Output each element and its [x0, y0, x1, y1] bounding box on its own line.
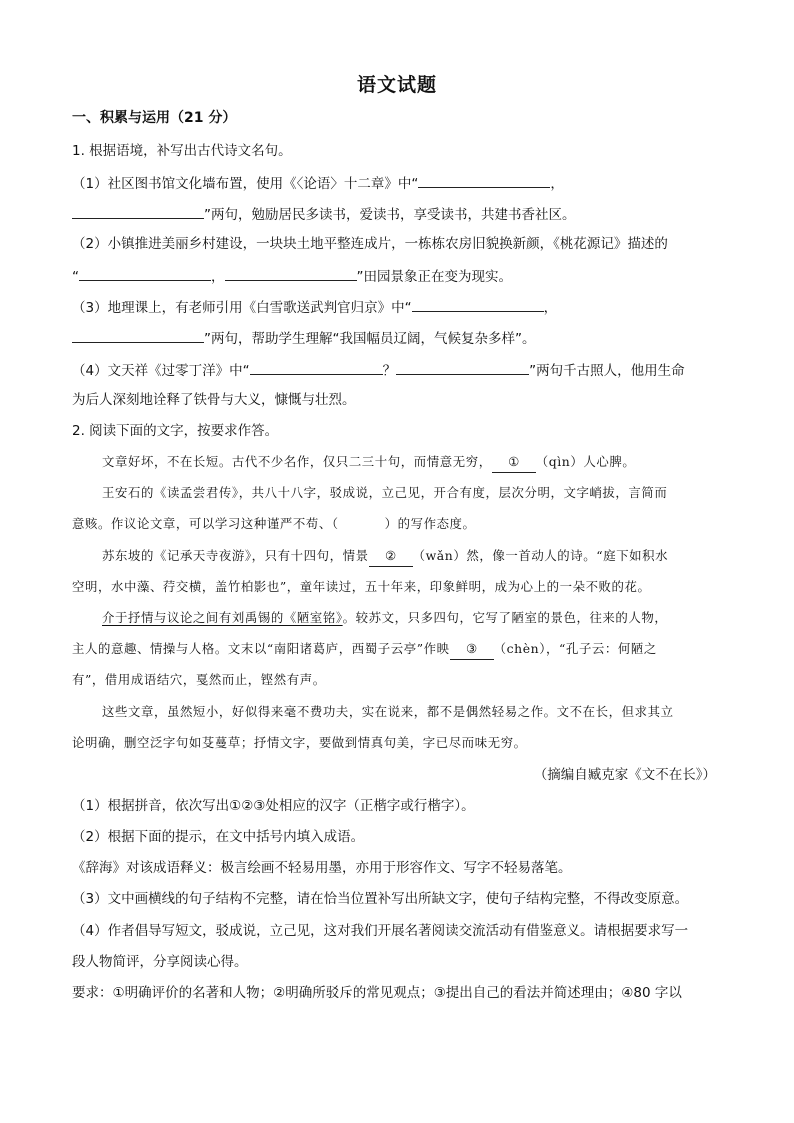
prompt-text: “ [72, 269, 79, 285]
prompt-text: （3）地理课上，有老师引用《白雪歌送武判官归京》中“ [72, 300, 412, 316]
answer-blank[interactable] [72, 327, 204, 343]
question-1-part-3-line-2 [72, 327, 535, 349]
passage-para-2-line-2 [72, 514, 476, 534]
answer-blank[interactable] [72, 203, 204, 219]
question-2-sub-3: （3）文中画横线的句子结构不完整，请在恰当位置补写出所缺文字，使句子结构完整，不得改变原意。 [72, 891, 689, 907]
answer-blank[interactable] [412, 296, 544, 312]
page-title: 语文试题 [356, 74, 437, 96]
passage-text: 苏东坡的《记承天寺夜游》，只有十四句，情景 [102, 548, 369, 563]
question-2-sub-2: （2）根据下面的提示，在文中括号内填入成语。 [72, 829, 365, 845]
prompt-text: ”两句，勉励居民多读书，爱读书，享受读书，共建书香社区。 [204, 207, 576, 223]
question-1-part-1-line-1 [72, 172, 564, 194]
passage-text: （wǎn）然，像一首动人的诗。“庭下如积水 [412, 548, 669, 563]
passage-para-3-line-2: 空明，水中藻、荇交横，盖竹柏影也”，童年读过，五十年来，印象鲜明，成为心上的一朵不败的花。 [72, 579, 651, 594]
passage-para-2-line-1: 王安石的《读孟尝君传》，共八十八字，驳成说，立己见，开合有度，层次分明，文字峭拔，言简而 [102, 485, 668, 500]
passage-para-4-line-2 [72, 639, 657, 660]
question-2-stem: 2. 阅读下面的文字，按要求作答。 [72, 423, 279, 439]
question-2-requirements: 要求：①明确评价的名著和人物；②明确所驳斥的常见观点；③提出自己的看法并简述理由；④80 字以 [72, 985, 682, 1001]
passage-para-4-line-1 [102, 608, 667, 628]
underlined-sentence: 介于抒情与议论之间有刘禹锡的《陋室铭》 [102, 610, 343, 625]
passage-text: 。较苏文，只多四句，它写了陋室的景色，往来的人物， [342, 610, 668, 625]
answer-blank[interactable] [418, 172, 550, 188]
section-heading: 一、积累与运用（21 分） [72, 110, 237, 126]
prompt-text: ”两句，帮助学生理解“我国幅员辽阔，气候复杂多样”。 [204, 331, 536, 347]
fill-blank-3[interactable]: ③ [450, 639, 494, 660]
answer-blank[interactable] [225, 265, 357, 281]
prompt-text: ？ [382, 363, 397, 379]
passage-para-5-line-2: 论明确，删空泛字句如芟蔓草；抒情文字，要做到情真句美，字已尽而味无穷。 [72, 735, 527, 750]
passage-text: 主人的意趣、情操与人格。文末以“南阳诸葛庐，西蜀子云亭”作映 [72, 641, 450, 656]
question-2-sub-4-line-1: （4）作者倡导写短文，驳成说，立己见，这对我们开展名著阅读交流活动有借鉴意义。请根据要求写一 [72, 923, 689, 939]
question-1-part-2-line-2 [72, 265, 512, 287]
prompt-text: ， [550, 176, 564, 192]
prompt-text: ， [543, 300, 558, 316]
question-1-part-4-line-1 [72, 359, 685, 381]
question-1-part-2-line-1: （2）小镇推进美丽乡村建设，一块块土地平整连成片，一栋栋农房旧貌换新颜，《桃花源记》描述的 [72, 236, 668, 252]
passage-source: （摘编自臧克家《文不在长》） [533, 767, 716, 783]
answer-blank[interactable] [79, 265, 211, 281]
passage-para-3-line-1 [102, 546, 668, 567]
question-1-stem: 1. 根据语境，补写出古代诗文名句。 [72, 143, 292, 159]
prompt-text: ， [211, 269, 225, 285]
passage-text: （chèn），“孔子云：何陋之 [493, 641, 657, 656]
passage-text: 意赅。作议论文章，可以学习这种谨严不苟、（ [72, 516, 339, 531]
question-1-part-1-line-2 [72, 203, 576, 225]
passage-para-4-line-3: 有”，借用成语结穴，戛然而止，铿然有声。 [72, 672, 326, 687]
passage-text: 文章好坏，不在长短。古代不少名作，仅只二三十句，而情意无穷， [102, 454, 492, 469]
prompt-text: ”田园景象正在变为现实。 [356, 269, 512, 285]
passage-text: （qìn）人心脾。 [535, 454, 636, 469]
prompt-text: ”两句千古照人，他用生命 [529, 363, 685, 379]
question-1-part-3-line-1 [72, 296, 557, 318]
fill-blank-1[interactable]: ① [492, 452, 536, 473]
passage-para-5-line-1: 这些文章，虽然短小，好似得来毫不费功夫，实在说来，都不是偶然轻易之作。文不在长，但求其立 [102, 704, 674, 719]
prompt-text: （1）社区图书馆文化墙布置，使用《〈论语〉十二章》中“ [72, 176, 419, 192]
passage-para-1 [102, 452, 635, 473]
answer-blank[interactable] [396, 359, 529, 375]
question-2-sub-2-hint: 《辞海》对该成语释义：极言绘画不轻易用墨，亦用于形容作文、写字不轻易落笔。 [72, 860, 572, 876]
fill-blank-2[interactable]: ② [369, 546, 413, 567]
prompt-text: （4）文天祥《过零丁洋》中“ [72, 363, 250, 379]
passage-text: ）的写作态度。 [384, 516, 476, 531]
question-2-sub-4-line-2: 段人物简评，分享阅读心得。 [72, 954, 248, 970]
question-2-sub-1: （1）根据拼音，依次写出①②③处相应的汉字（正楷字或行楷字）。 [72, 798, 475, 814]
question-1-part-4-line-2: 为后人深刻地诠释了铁骨与大义，慷慨与壮烈。 [72, 392, 356, 408]
answer-blank[interactable] [250, 359, 383, 375]
